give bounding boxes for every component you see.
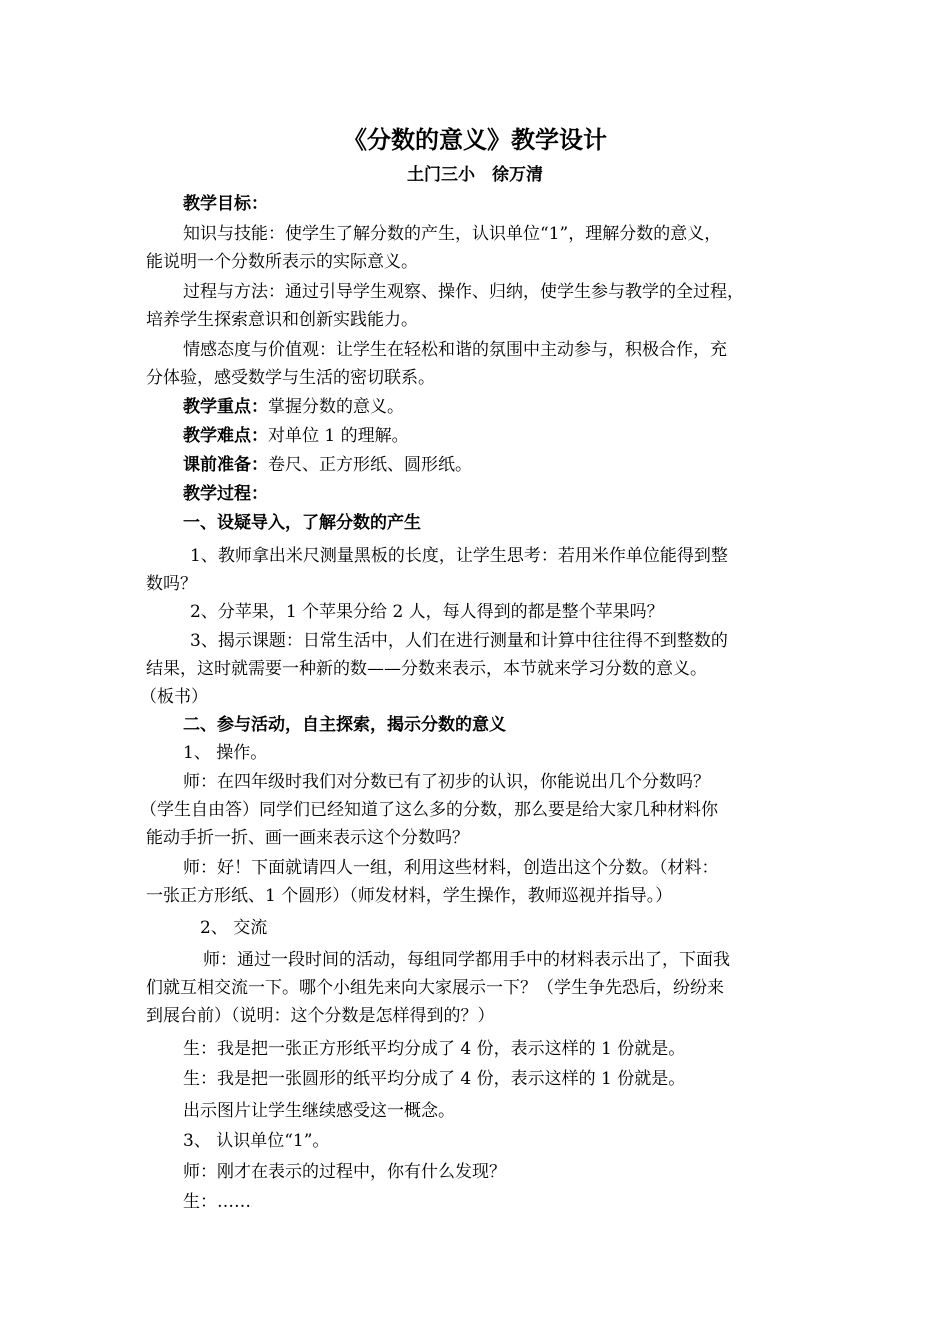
paragraph-line: 一张正方形纸、1 个圆形）（师发材料，学生操作，教师巡视并指导。） — [146, 886, 673, 906]
paragraph-line: 结果，这时就需要一种新的数——分数来表示，本节就来学习分数的意义。 — [146, 659, 707, 679]
difficulty-label: 教学难点： — [183, 426, 268, 446]
paragraph-line: 分体验，感受数学与生活的密切联系。 — [146, 368, 435, 388]
key-point-row — [183, 396, 404, 418]
heading-objectives: 教学目标： — [183, 194, 268, 214]
paragraph-line: 3、揭示课题：日常生活中，人们在进行测量和计算中往往得不到整数的 — [190, 631, 728, 651]
key-point-text: 掌握分数的意义。 — [268, 397, 404, 417]
paragraph-line: 情感态度与价值观：让学生在轻松和谐的氛围中主动参与，积极合作，充 — [183, 340, 727, 360]
preparation-row — [183, 454, 472, 476]
paragraph-line: 们就互相交流一下。哪个小组先来向大家展示一下？（学生争先恐后，纷纷来 — [146, 978, 724, 998]
paragraph-line: 生：我是把一张圆形的纸平均分成了 4 份，表示这样的 1 份就是。 — [183, 1069, 686, 1089]
paragraph-line: 能动手折一折、画一画来表示这个分数吗？ — [146, 828, 469, 848]
heading-process: 教学过程： — [183, 484, 268, 504]
paragraph-line: 3、 认识单位“1”。 — [183, 1131, 330, 1151]
section-heading: 一、设疑导入，了解分数的产生 — [183, 513, 421, 533]
difficulty-text: 对单位 1 的理解。 — [268, 426, 409, 446]
paragraph-line: 培养学生探索意识和创新实践能力。 — [146, 310, 418, 330]
paragraph-line: 师：刚才在表示的过程中，你有什么发现？ — [183, 1162, 506, 1182]
paragraph-line: 1、 操作。 — [183, 743, 268, 763]
paragraph-line: 能说明一个分数所表示的实际意义。 — [146, 252, 418, 272]
paragraph-line: 到展台前）（说明：这个分数是怎样得到的？） — [146, 1006, 495, 1026]
preparation-label: 课前准备： — [183, 455, 268, 475]
paragraph-line: 出示图片让学生继续感受这一概念。 — [183, 1101, 455, 1121]
paragraph-line: （学生自由答）同学们已经知道了这么多的分数，那么要是给大家几种材料你 — [140, 800, 718, 820]
paragraph-line: （板书） — [140, 687, 208, 707]
preparation-text: 卷尺、正方形纸、圆形纸。 — [268, 455, 472, 475]
author-line: 土门三小 徐万清 — [407, 165, 543, 185]
paragraph-line: 生：我是把一张正方形纸平均分成了 4 份，表示这样的 1 份就是。 — [183, 1039, 686, 1059]
paragraph-line: 师：在四年级时我们对分数已有了初步的认识，你能说出几个分数吗？ — [183, 772, 710, 792]
paragraph-line: 过程与方法：通过引导学生观察、操作、归纳，使学生参与教学的全过程， — [183, 282, 744, 302]
paragraph-line: 师：好！下面就请四人一组，利用这些材料，创造出这个分数。（材料： — [183, 858, 719, 878]
paragraph-line: 师：通过一段时间的活动，每组同学都用手中的材料表示出了，下面我 — [203, 950, 730, 970]
paragraph-line: 1、教师拿出米尺测量黑板的长度，让学生思考：若用米作单位能得到整 — [190, 546, 728, 566]
paragraph-line: 2、 交流 — [200, 918, 268, 938]
key-point-label: 教学重点： — [183, 397, 268, 417]
difficulty-row — [183, 425, 409, 447]
paragraph-line: 2、分苹果，1 个苹果分给 2 人，每人得到的都是整个苹果吗？ — [190, 602, 664, 622]
paragraph-line: 知识与技能：使学生了解分数的产生，认识单位“1”，理解分数的意义， — [183, 224, 722, 244]
document-title: 《分数的意义》教学设计 — [343, 126, 607, 154]
paragraph-line: 生：…… — [183, 1192, 251, 1212]
paragraph-line: 数吗？ — [146, 574, 197, 594]
section-heading: 二、参与活动，自主探索，揭示分数的意义 — [183, 715, 506, 735]
